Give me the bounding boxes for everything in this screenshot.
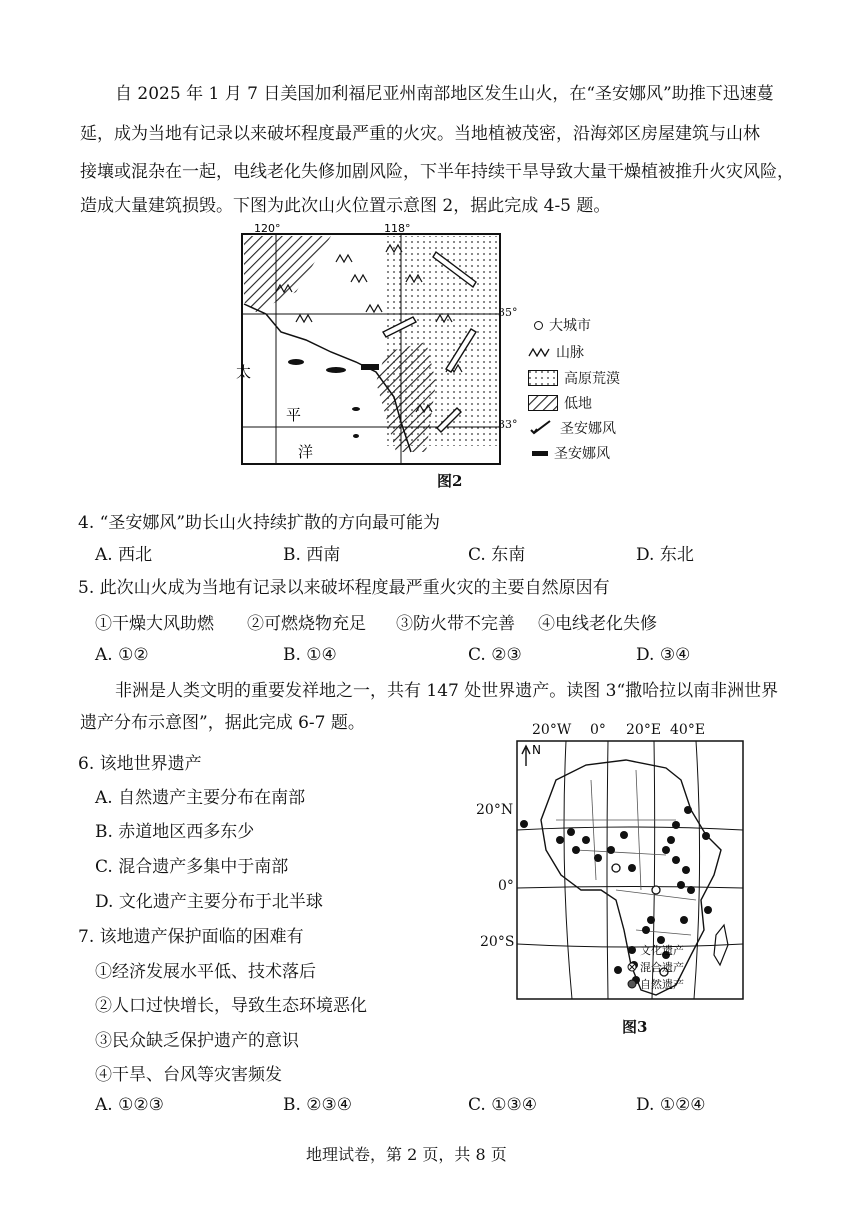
legend-big-city (534, 315, 591, 335)
q7-option-a[interactable]: A. ①②③ (95, 1095, 164, 1115)
intro2-line-1: 非洲是人类文明的重要发祥地之一，共有 147 处世界遗产。读图 3“撒哈拉以南非洲世界 (115, 681, 779, 701)
q5-option-b[interactable]: B. ①④ (283, 645, 337, 665)
fig2-map-svg (236, 222, 506, 466)
fig3-caption: 图3 (622, 1018, 648, 1036)
q4-option-b[interactable]: B. 西南 (283, 545, 341, 565)
intro2-line-2: 遗产分布示意图”，据此完成 6-7 题。 (80, 713, 365, 733)
q7-item-3: ③民众缺乏保护遗产的意识 (95, 1031, 299, 1051)
mountain-icon (528, 347, 550, 357)
q6-option-b[interactable]: B. 赤道地区西多东少 (95, 822, 255, 842)
fig2-ocean-char-1: 太 (236, 363, 252, 381)
q5-option-d[interactable]: D. ③④ (636, 645, 691, 665)
q5-item-4: ④电线老化失修 (538, 614, 657, 634)
fig3-lon-label-20e: 20°E (626, 722, 662, 738)
fig2-ocean-char-3: 洋 (298, 443, 314, 461)
legend-big-city-label: 大城市 (549, 318, 591, 334)
wind-arrow-icon (528, 419, 554, 437)
fig3-north-label: N (532, 743, 541, 757)
q5-item-2: ②可燃烧物充足 (247, 614, 366, 634)
lowland-pattern-icon (528, 395, 558, 411)
q6-option-a[interactable]: A. 自然遗产主要分布在南部 (95, 788, 306, 808)
q5-option-a[interactable]: A. ①② (95, 645, 149, 665)
legend-mountain-label: 山脉 (556, 345, 584, 361)
q7-option-b[interactable]: B. ②③④ (283, 1095, 353, 1115)
fig3-lat-label-20s: 20°S (480, 934, 515, 950)
q4-option-a[interactable]: A. 西北 (95, 545, 153, 565)
fig3-lon-label-0: 0° (590, 722, 606, 738)
intro1-line-3: 接壤或混杂在一起，电线老化失修加剧风险，下半年持续干旱导致大量干燥植被推升火灾风险， (80, 162, 794, 182)
q5-option-c[interactable]: C. ②③ (468, 645, 522, 665)
fig3-legend-cultural: 文化遗产 (640, 944, 684, 957)
fig2-lat-label-33: 33° (498, 418, 518, 431)
fig3-legend-mixed: 混合遗产 (640, 961, 684, 974)
q7-item-2: ②人口过快增长，导致生态环境恶化 (95, 996, 367, 1016)
q6-option-c[interactable]: C. 混合遗产多集中于南部 (95, 857, 289, 877)
legend-wind-bar-label: 圣安娜风 (554, 446, 610, 462)
desert-pattern-icon (528, 370, 558, 386)
fig3-lon-label-20w: 20°W (532, 722, 572, 738)
intro1-line-4: 造成大量建筑损毁。下图为此次山火位置示意图 2，据此完成 4-5 题。 (80, 196, 611, 216)
fig3-lat-label-20n: 20°N (476, 802, 514, 818)
legend-lowland (528, 393, 592, 413)
q4-stem: 4. “圣安娜风”助长山火持续扩散的方向最可能为 (78, 513, 441, 533)
legend-wind-arrow (528, 418, 616, 438)
q7-item-4: ④干旱、台风等灾害频发 (95, 1065, 282, 1085)
q7-option-d[interactable]: D. ①②④ (636, 1095, 706, 1115)
fig3-lat-label-0: 0° (498, 878, 514, 894)
fig2-lon-label-120: 120° (254, 222, 281, 235)
figure-3-map (470, 722, 760, 1012)
q6-stem: 6. 该地世界遗产 (78, 754, 202, 774)
figure-2-map (236, 222, 518, 466)
q4-option-c[interactable]: C. 东南 (468, 545, 526, 565)
fig2-lat-label-35: 35° (498, 306, 518, 319)
fig3-lon-label-40e: 40°E (670, 722, 706, 738)
fig3-legend-natural: 自然遗产 (640, 978, 684, 991)
page-footer: 地理试卷，第 2 页，共 8 页 (306, 1145, 507, 1164)
q7-item-1: ①经济发展水平低、技术落后 (95, 962, 316, 982)
legend-lowland-label: 低地 (564, 396, 592, 412)
q6-option-d[interactable]: D. 文化遗产主要分布于北半球 (95, 892, 323, 912)
fig2-caption: 图2 (437, 472, 463, 490)
fig2-lon-label-118: 118° (384, 222, 411, 235)
q5-stem: 5. 此次山火成为当地有记录以来破坏程度最严重火灾的主要自然原因有 (78, 578, 610, 598)
q4-option-d[interactable]: D. 东北 (636, 545, 694, 565)
cultural-heritage-icon (628, 946, 636, 954)
q5-item-3: ③防火带不完善 (396, 614, 515, 634)
q7-stem: 7. 该地遗产保护面临的困难有 (78, 927, 304, 947)
big-city-icon (534, 321, 543, 330)
q5-item-1: ①干燥大风助燃 (95, 614, 214, 634)
natural-heritage-icon (628, 980, 636, 988)
intro1-line-1: 自 2025 年 1 月 7 日美国加利福尼亚州南部地区发生山火，在“圣安娜风”助推下迅速蔓 (115, 84, 774, 104)
legend-mountain (528, 342, 584, 362)
fig2-ocean-char-2: 平 (286, 406, 302, 424)
intro1-line-2: 延，成为当地有记录以来破坏程度最严重的火灾。当地植被茂密，沿海郊区房屋建筑与山林 (80, 124, 760, 144)
legend-wind-arrow-label: 圣安娜风 (560, 421, 616, 437)
wind-bar-icon (532, 451, 548, 456)
legend-desert (528, 368, 620, 388)
q7-option-c[interactable]: C. ①③④ (468, 1095, 537, 1115)
legend-desert-label: 高原荒漠 (564, 371, 620, 387)
legend-wind-bar (532, 443, 610, 463)
fig3-map-svg (516, 740, 746, 1002)
